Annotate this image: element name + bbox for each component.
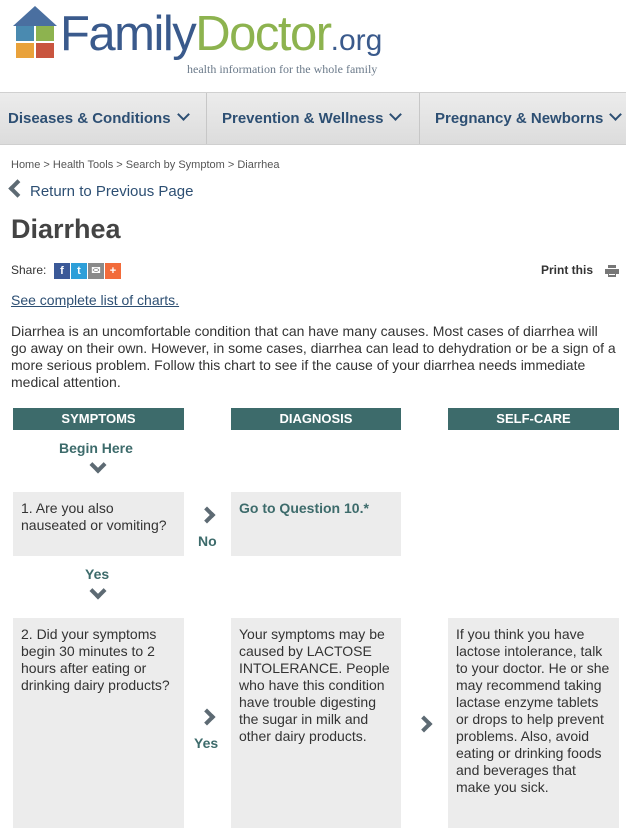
return-link[interactable] xyxy=(11,183,193,200)
plus-icon[interactable]: + xyxy=(105,263,121,279)
q2-yes-label: Yes xyxy=(194,735,219,751)
q2-selfcare-text: If you think you have lactose intolerance, talk to your doctor. He or she may recommend taking lactase enzyme tablets or drops to help prevent problems. Also, avoid eating or drinking foods and beverages that make you sick. xyxy=(456,626,610,795)
nav-item-pregnancy[interactable] xyxy=(435,93,620,144)
chevron-right-icon xyxy=(416,716,433,733)
q2-diagnosis-text: Your symptoms may be caused by LACTOSE INTOLERANCE. People who have this condition have trouble digesting the sugar in milk and other dairy products. xyxy=(239,626,390,744)
nav-item-label: Diseases & Conditions xyxy=(8,110,171,127)
chevron-down-icon xyxy=(90,457,107,474)
q1-yes-label: Yes xyxy=(85,566,110,582)
chevron-right-icon xyxy=(199,709,216,726)
selfcare-header: SELF-CARE xyxy=(448,408,619,430)
nav-item-label: Pregnancy & Newborns xyxy=(435,110,604,127)
nav-divider xyxy=(206,93,207,144)
share-icons xyxy=(54,263,122,281)
site-tagline: health information for the whole family xyxy=(187,62,378,76)
diagnosis-header: DIAGNOSIS xyxy=(231,408,401,430)
q1-no-label: No xyxy=(198,533,217,549)
begin-here-label: Begin Here xyxy=(59,440,133,456)
main-nav xyxy=(0,92,626,145)
question-1-box xyxy=(13,492,184,556)
return-link-label: Return to Previous Page xyxy=(30,183,194,200)
q2-diagnosis-box xyxy=(231,618,401,828)
twitter-icon[interactable]: t xyxy=(71,263,87,279)
chevron-right-icon xyxy=(199,507,216,524)
logo-org-text: .org xyxy=(330,24,383,57)
chevron-down-icon xyxy=(390,108,403,121)
site-logo[interactable] xyxy=(60,6,382,69)
chevron-down-icon xyxy=(177,108,190,121)
symptoms-header: SYMPTOMS xyxy=(13,408,184,430)
question-1-text: 1. Are you also nauseated or vomiting? xyxy=(21,500,167,533)
go-to-question-10-link[interactable]: Go to Question 10.* xyxy=(239,500,369,516)
print-button[interactable]: Print this xyxy=(541,263,594,277)
logo-doctor-text: Doctor xyxy=(195,7,331,61)
nav-item-diseases[interactable] xyxy=(8,93,188,144)
q2-selfcare-box xyxy=(448,618,619,828)
nav-item-prevention[interactable] xyxy=(222,93,400,144)
charts-list-link[interactable]: See complete list of charts. xyxy=(11,292,180,308)
house-logo-icon[interactable] xyxy=(12,4,58,60)
nav-divider xyxy=(419,93,420,144)
chevron-down-icon xyxy=(610,108,623,121)
chevron-down-icon xyxy=(90,583,107,600)
intro-paragraph: Diarrhea is an uncomfortable condition that can have many causes. Most cases of diarrhea will go away on their own. However, in some cases, diarrhea can lead to dehydration or be a sign of a more serious problem. Follow this chart to see if the cause of your diarrhea needs immediate medical attention. xyxy=(11,323,616,390)
question-2-text: 2. Did your symptoms begin 30 minutes to 2 hours after eating or drinking dairy products? xyxy=(21,626,170,693)
nav-item-label: Prevention & Wellness xyxy=(222,110,384,127)
question-2-box xyxy=(13,618,184,828)
share-label: Share: xyxy=(11,263,47,277)
breadcrumb[interactable]: Home > Health Tools > Search by Symptom > Diarrhea xyxy=(11,159,280,171)
facebook-icon[interactable]: f xyxy=(54,263,70,279)
logo-family-text: Family xyxy=(60,7,196,61)
chevron-left-icon xyxy=(8,179,26,197)
q1-diagnosis-box xyxy=(231,492,401,556)
printer-icon[interactable] xyxy=(605,265,619,277)
email-icon[interactable]: ✉ xyxy=(88,263,104,279)
page-title: Diarrhea xyxy=(11,214,121,244)
